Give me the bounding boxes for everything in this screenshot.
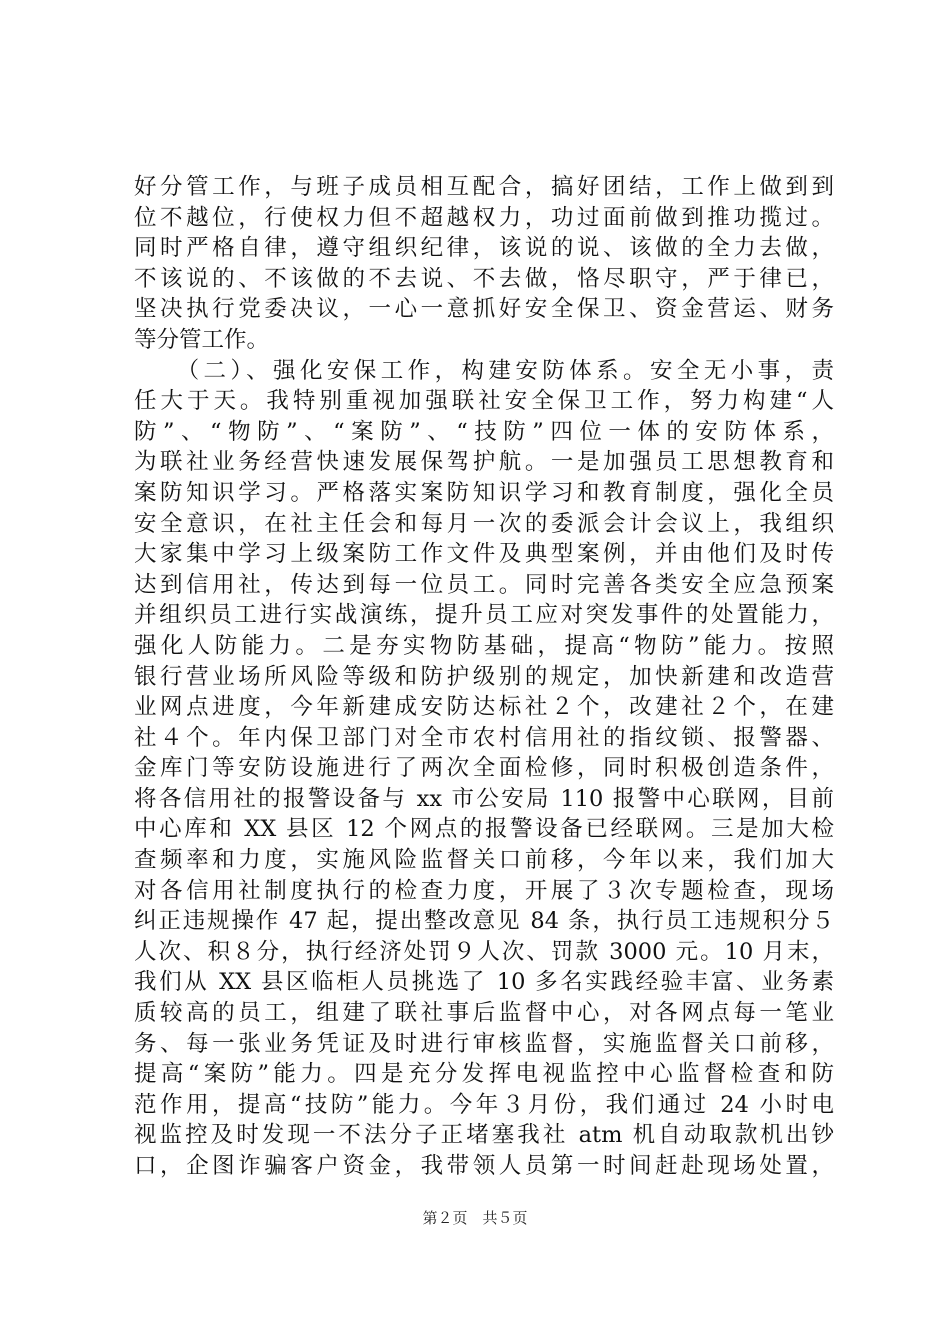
text-line: 质较高的员工，组建了联社事后监督中心，对各网点每一笔业 [134, 1000, 834, 1027]
text-line: 坚决执行党委决议，一心一意抓好安全保卫、资金营运、财务 [134, 296, 834, 323]
text-line: 强化人防能力。二是夯实物防基础，提高“物防”能力。按照 [134, 632, 834, 659]
text-line: 大家集中学习上级案防工作文件及典型案例，并由他们及时传 [134, 541, 834, 568]
page-number: 第２页 共５页 [422, 1209, 528, 1227]
text-line: 任大于天。我特别重视加强联社安全保卫工作，努力构建“人 [134, 388, 834, 415]
text-line: 务、每一张业务凭证及时进行审核监督，实施监督关口前移， [134, 1030, 834, 1057]
text-line: 等分管工作。 [134, 326, 270, 353]
text-line: 社４个。年内保卫部门对全市农村信用社的指纹锁、报警器、 [134, 724, 834, 751]
text-line: 为联社业务经营快速发展保驾护航。一是加强员工思想教育和 [134, 449, 834, 476]
text-line: 同时严格自律，遵守组织纪律，该说的说、该做的全力去做， [134, 235, 834, 262]
text-line: 位不越位，行使权力但不超越权力，功过面前做到推功揽过。 [134, 204, 834, 231]
text-line: 对各信用社制度执行的检查力度，开展了３次专题检查，现场 [134, 877, 834, 904]
text-line: 防”、“物防”、“案防”、“技防”四位一体的安防体系， [134, 418, 834, 445]
text-line: 安全意识，在社主任会和每月一次的委派会计会议上，我组织 [134, 510, 834, 537]
text-line: 我们从 XX 县区临柜人员挑选了 10 多名实践经验丰富、业务素 [134, 969, 834, 996]
text-line: 提高“案防”能力。四是充分发挥电视监控中心监督检查和防 [134, 1061, 834, 1088]
text-line: 纠正违规操作 47 起，提出整改意见 84 条，执行员工违规积分５ [134, 908, 834, 935]
text-line: 金库门等安防设施进行了两次全面检修，同时积极创造条件， [134, 755, 834, 782]
text-line: 将各信用社的报警设备与 xx 市公安局 110 报警中心联网，目前 [134, 785, 834, 812]
text-line: 口，企图诈骗客户资金，我带领人员第一时间赶赴现场处置， [134, 1153, 834, 1179]
text-line: 业网点进度，今年新建成安防达标社２个，改建社２个，在建 [134, 694, 834, 721]
text-line: 银行营业场所风险等级和防护级别的规定，加快新建和改造营 [134, 663, 834, 690]
text-line: 并组织员工进行实战演练，提升员工应对突发事件的处置能力， [134, 602, 834, 629]
text-line: 视监控及时发现一不法分子正堵塞我社 atm 机自动取款机出钞 [134, 1122, 834, 1149]
text-line: 中心库和 XX 县区 12 个网点的报警设备已经联网。三是加大检 [134, 816, 834, 843]
text-line: 达到信用社，传达到每一位员工。同时完善各类安全应急预案 [134, 571, 834, 598]
text-line: 查频率和力度，实施风险监督关口前移，今年以来，我们加大 [134, 847, 834, 874]
text-line: 好分管工作，与班子成员相互配合，搞好团结，工作上做到到 [134, 174, 834, 200]
text-line: （二）、强化安保工作，构建安防体系。安全无小事，责 [134, 357, 834, 384]
text-line: 案防知识学习。严格落实案防知识学习和教育制度，强化全员 [134, 479, 834, 506]
text-line: 不该说的、不该做的不去说、不去做，恪尽职守，严于律已， [134, 265, 834, 292]
text-line: 人次、积８分，执行经济处罚９人次、罚款 3000 元。10 月末， [134, 938, 834, 965]
text-line: 范作用，提高“技防”能力。今年３月份，我们通过 24 小时电 [134, 1091, 834, 1118]
body-text [134, 172, 834, 1182]
